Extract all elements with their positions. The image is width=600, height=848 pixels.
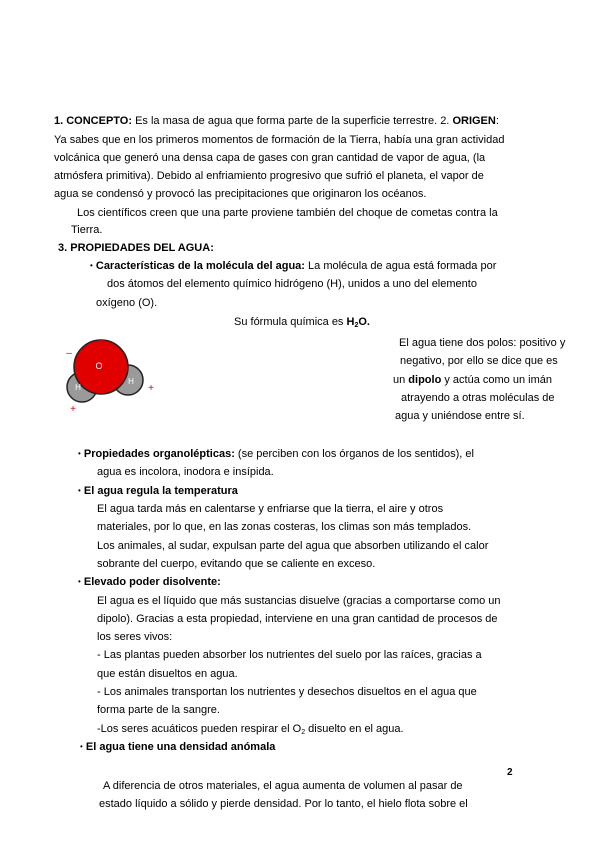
formula: $H_2O$. bbox=[346, 316, 370, 329]
disolvente-text: dipolo). Gracias a esta propiedad, interviene en una gran cantidad de procesos de bbox=[97, 613, 498, 625]
disolvente-text: El agua es el líquido que más sustancias disuelve (gracias a comportarse como un bbox=[97, 595, 501, 607]
water-molecule-diagram bbox=[62, 334, 172, 416]
origen-colon: : bbox=[495, 115, 499, 127]
molecula-text: dos átomos del elemento químico hidrógeno (H), unidos a uno del elemento bbox=[107, 278, 477, 290]
disolvente-heading: • Elevado poder disolvente: bbox=[78, 576, 221, 588]
hydrogen-label-left: H bbox=[75, 383, 81, 392]
densidad-text: A diferencia de otros materiales, el agua aumenta de volumen al pasar de bbox=[103, 780, 463, 792]
organolepticas-text: agua es incolora, inodora e insípida. bbox=[97, 466, 274, 478]
disolvente-text: - Las plantas pueden absorber los nutrientes del suelo por las raíces, gracias a bbox=[97, 649, 482, 661]
cometas-text: Tierra. bbox=[71, 224, 103, 236]
origen-text: volcánica que generó una densa capa de gases con gran cantidad de vapor de agua, (la bbox=[54, 152, 486, 164]
negative-charge-top: – bbox=[99, 335, 105, 346]
molecula-text: oxígeno (O). bbox=[96, 297, 158, 309]
densidad-text: estado líquido a sólido y pierde densidad. Por lo tanto, el hielo flota sobre el bbox=[99, 798, 468, 810]
bullet: • bbox=[90, 261, 93, 270]
temperatura-heading: • El agua regula la temperatura bbox=[78, 485, 238, 497]
positive-charge-right: + bbox=[148, 383, 154, 394]
bullet: • bbox=[80, 742, 83, 751]
cometas-text: Los científicos creen que una parte proviene también del choque de cometas contra la bbox=[77, 207, 498, 219]
densidad-heading: • El agua tiene una densidad anómala bbox=[80, 741, 276, 753]
origen-text: atmósfera primitiva). Debido al enfriamiento progresivo que sufrió el planeta, el vapor de bbox=[54, 170, 484, 182]
dipolo-text: El agua tiene dos polos: positivo y bbox=[399, 337, 566, 349]
positive-charge-bottom: + bbox=[70, 404, 76, 415]
origen-text: agua se condensó y provocó las precipitaciones que originaron los océanos. bbox=[54, 188, 427, 200]
temperatura-text: sobrante del cuerpo, evitando que se caliente en exceso. bbox=[97, 558, 376, 570]
molecula-line bbox=[90, 259, 496, 274]
page-number: 2 bbox=[507, 767, 513, 778]
concepto-label: 1. CONCEPTO: bbox=[54, 115, 133, 127]
disolvente-text: los seres vivos: bbox=[97, 631, 173, 643]
hydrogen-label-right: H bbox=[128, 377, 134, 386]
organolepticas-line: • Propiedades organolépticas: (se perciben con los órganos de los sentidos), el bbox=[78, 448, 474, 460]
bullet: • bbox=[78, 486, 81, 495]
oxygen-label: O bbox=[95, 361, 103, 371]
origen-text: Ya sabes que en los primeros momentos de formación de la Tierra, había una gran actividad bbox=[54, 134, 505, 146]
dipolo-text: agua y uniéndose entre sí. bbox=[395, 410, 525, 422]
disolvente-text: que están disueltos en agua. bbox=[97, 668, 238, 680]
dipolo-term: dipolo bbox=[408, 374, 442, 386]
concepto-line bbox=[54, 114, 499, 128]
molecula-label: Características de la molécula del agua: bbox=[95, 260, 305, 272]
formula-line: Su fórmula química es $H_2O$. bbox=[234, 316, 370, 329]
dipolo-text: negativo, por ello se dice que es bbox=[400, 355, 558, 367]
dipolo-text: atrayendo a otras moléculas de bbox=[401, 392, 555, 404]
temperatura-text: materiales, por lo que, en las zonas costeras, los climas son más templados. bbox=[97, 521, 472, 533]
organolepticas-label: Propiedades organolépticas: bbox=[83, 448, 235, 460]
dipolo-text: un dipolo y actúa como un imán bbox=[393, 374, 552, 386]
temperatura-text: El agua tarda más en calentarse y enfriarse que la tierra, el aire y otros bbox=[97, 503, 444, 515]
disolvente-text: forma parte de la sangre. bbox=[97, 704, 220, 716]
concepto-text: Es la masa de agua que forma parte de la superficie terrestre. 2. bbox=[132, 115, 453, 127]
propiedades-heading: 3. PROPIEDADES DEL AGUA: bbox=[58, 242, 214, 254]
bullet: • bbox=[78, 449, 81, 458]
temperatura-text: Los animales, al sudar, expulsan parte del agua que absorben utilizando el calor bbox=[97, 540, 489, 552]
molecula-text: La molécula de agua está formada por bbox=[304, 260, 497, 272]
origen-label: ORIGEN bbox=[452, 115, 496, 127]
disolvente-text: -Los seres acuáticos pueden respirar el $O_2$ disuelto en el agua. bbox=[97, 723, 404, 736]
disolvente-text: - Los animales transportan los nutrientes y desechos disueltos en el agua que bbox=[97, 686, 477, 698]
bullet: • bbox=[78, 577, 81, 586]
negative-charge-left: – bbox=[66, 348, 72, 359]
